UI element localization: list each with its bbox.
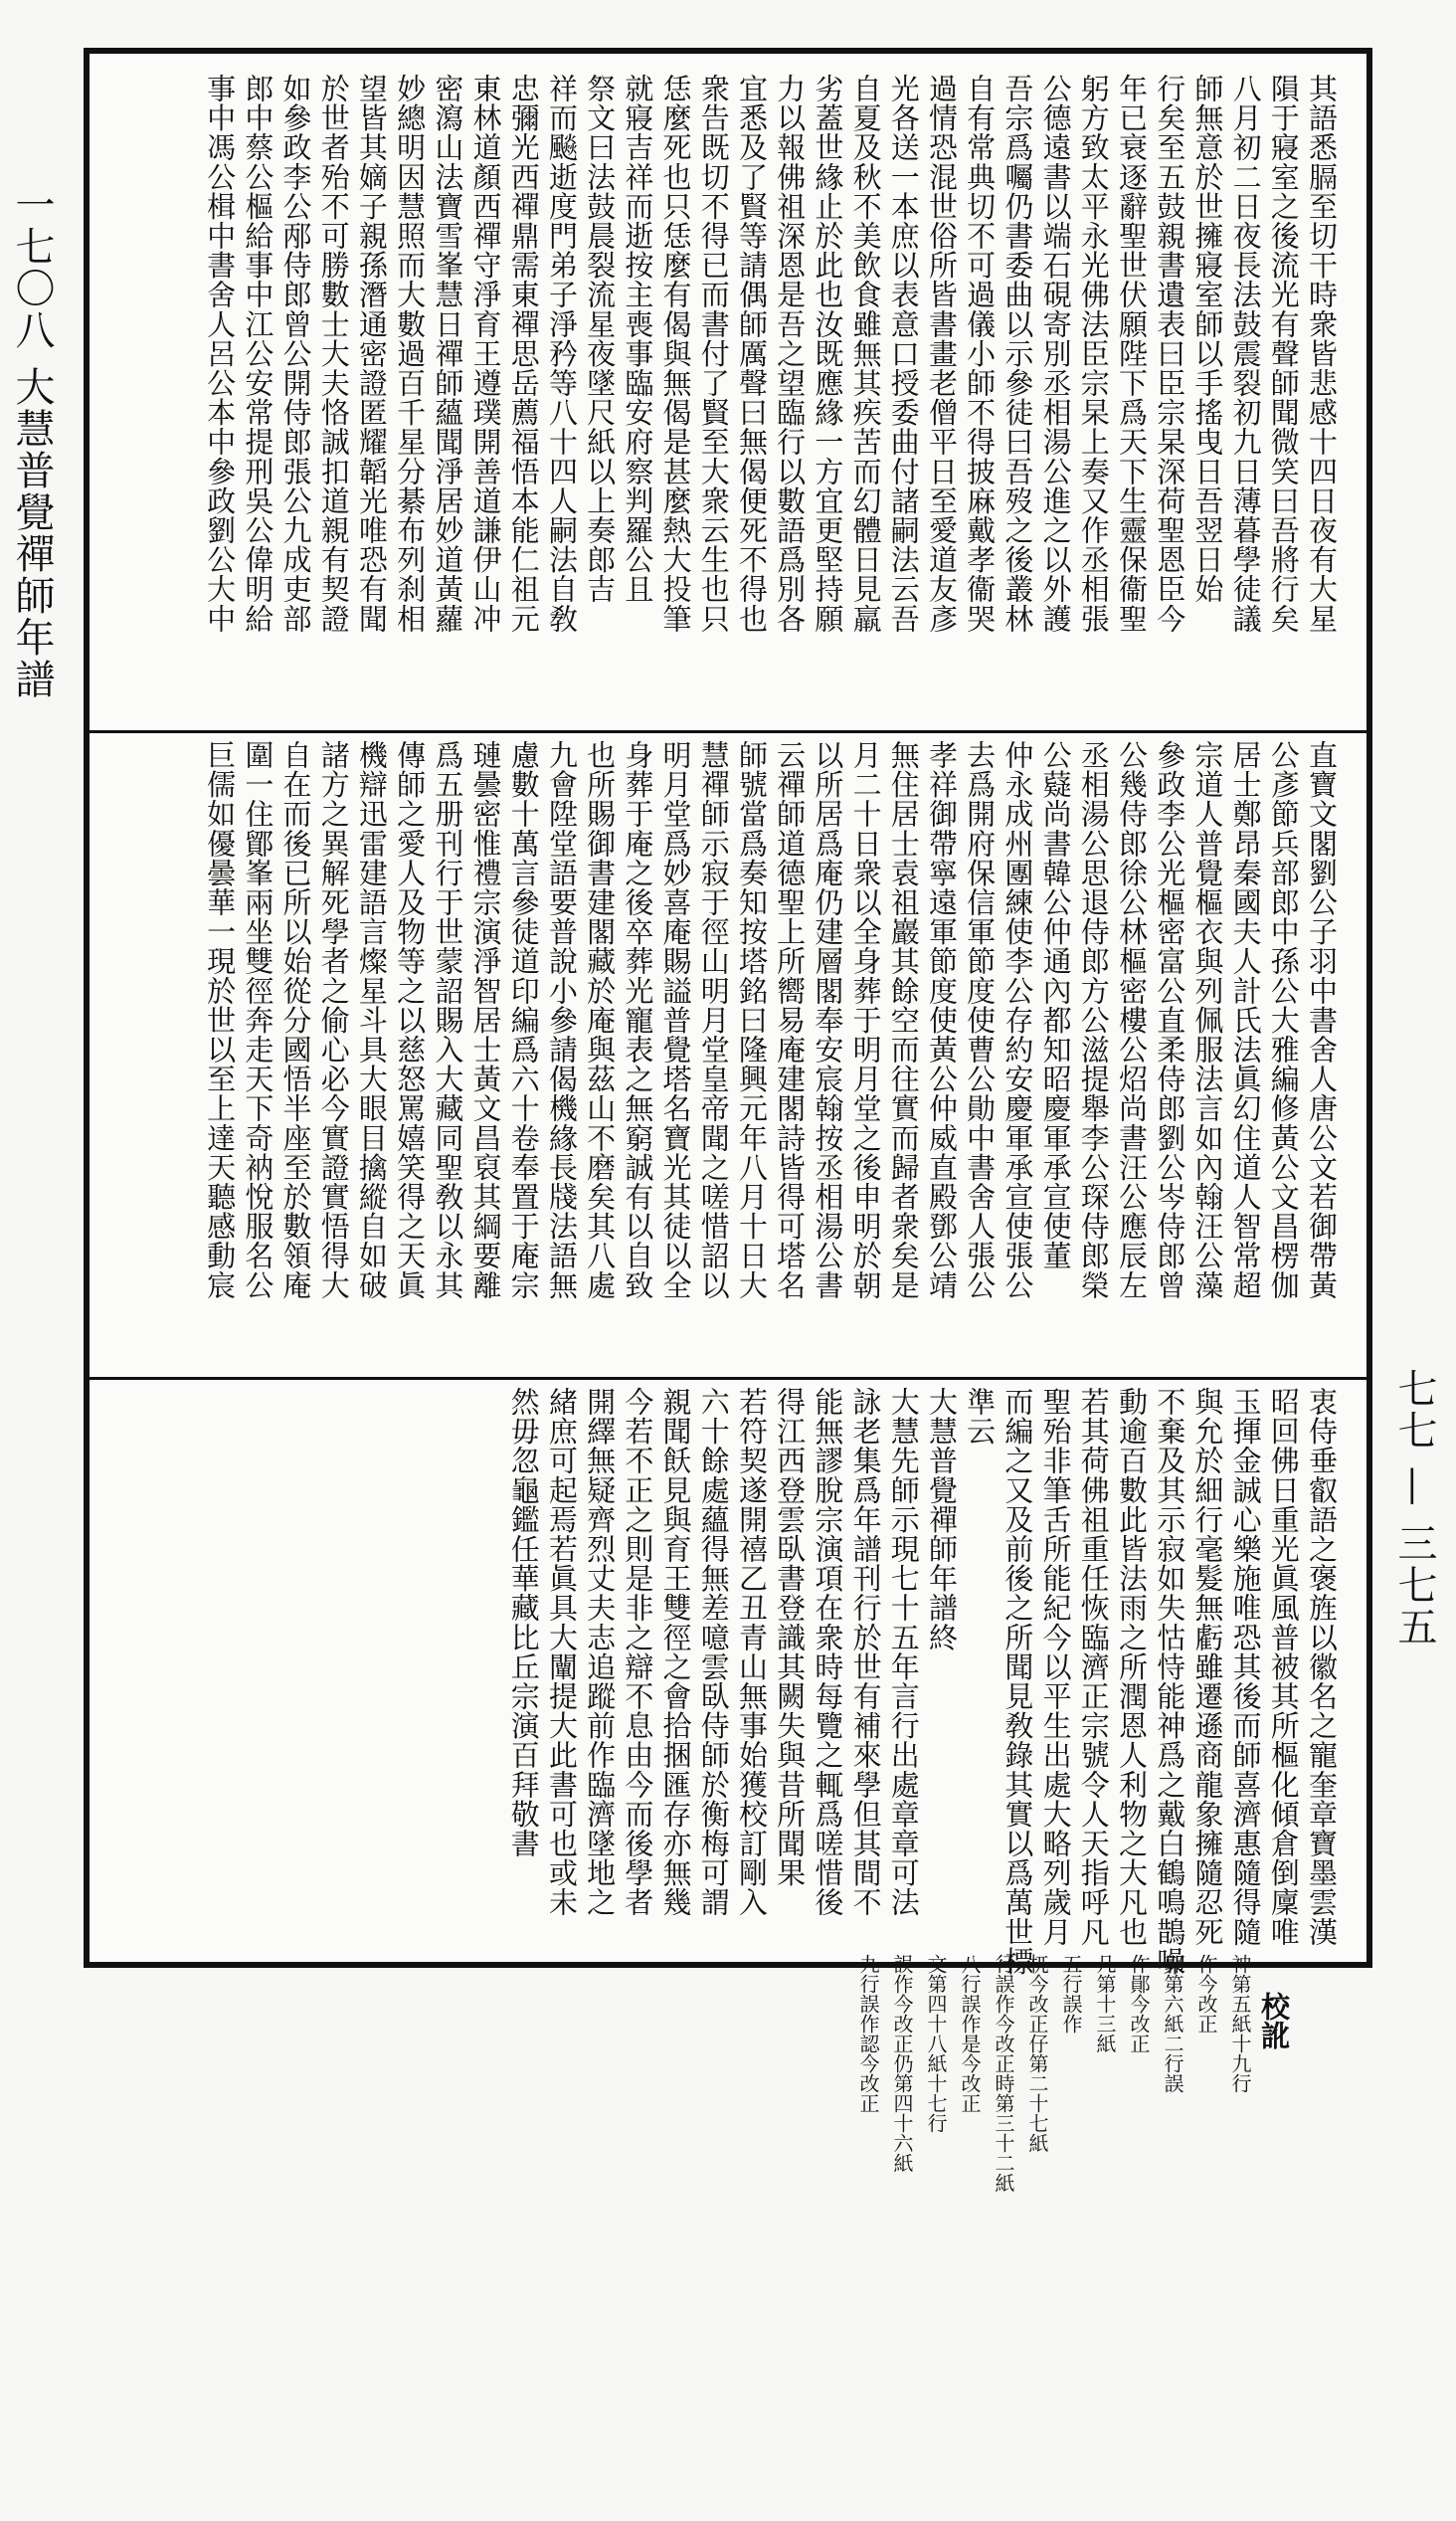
lower-register-column: 然毋忽龜鑑任華藏比丘宗演百拜敬書 — [506, 1387, 541, 1858]
middle-register-column: 也所賜御書建閣藏於庵與茲山不磨矣其八處 — [583, 740, 618, 1300]
upper-register-column: 公德遠書以端石硯寄別丞相湯公進之以外護 — [1038, 74, 1073, 634]
lower-register-column: 與允於細行毫髮無虧雖遷遜商龍象擁隨忍死 — [1190, 1387, 1225, 1947]
upper-register-column: 師無意於世擁寢室師以手搖曳日吾翌日始 — [1190, 74, 1225, 604]
middle-register-column: 圍一住鄮峯兩坐雙徑奔走天下奇衲悅服名公 — [241, 740, 275, 1300]
upper-register-column: 就寢吉祥而逝按主喪事臨安府察判羅公且 — [621, 74, 655, 604]
upper-register-column: 其語悉膈至切干時衆皆悲感十四日夜有大星 — [1305, 74, 1339, 634]
middle-register-column: 云禪師道德聖上所嚮易庵建閣詩皆得可塔名 — [773, 740, 808, 1300]
middle-register-column: 師號當爲奏知按塔銘曰隆興元年八月十日大 — [734, 740, 769, 1300]
collation-note: 神第五紙十九行 — [1228, 1954, 1252, 2093]
lower-register-column: 玉揮金誠心樂施唯恐其後而師喜濟惠隨得隨 — [1228, 1387, 1263, 1947]
collation-note: 誤作今改正仍第四十六紙 — [890, 1954, 914, 2173]
upper-register-text — [201, 74, 1341, 722]
lower-register-column: 六十餘處蘊得無差噫雲臥侍師於衡梅可謂 — [696, 1387, 731, 1917]
register-divider-2 — [90, 1377, 1366, 1380]
lower-register-column: 聖殆非筆舌所能紀今以平生出處大略列歲月 — [1038, 1387, 1073, 1947]
collation-note: 文第四十八紙十七行 — [924, 1954, 948, 2133]
upper-register-column: 年已衰逐辭聖世伏願陛下爲天下生靈保衞聖 — [1114, 74, 1149, 634]
middle-register-column: 傳師之愛人及物等之以慈怒罵嬉笑得之天眞 — [393, 740, 428, 1300]
middle-register-column: 去爲開府保信軍節度使曹公勛中書舍人張公 — [963, 740, 998, 1300]
middle-register-column: 參政李公光樞密富公直柔侍郎劉公岑侍郎曾 — [1153, 740, 1187, 1300]
middle-register-column: 慮數十萬言參徒道印編爲六十卷奉置于庵宗 — [506, 740, 541, 1300]
collation-notes — [818, 1954, 1325, 2521]
middle-register-column: 身葬于庵之後卒葬光寵表之無窮誠有以自致 — [621, 740, 655, 1300]
upper-register-column: 妙總明因慧照而大數過百千星分綦布列刹相 — [393, 74, 428, 634]
lower-register-column: 大慧先師示現七十五年言行出處章章可法 — [886, 1387, 921, 1917]
middle-register-column: 公幾侍郎徐公林樞密樓公炤尚書汪公應辰左 — [1114, 740, 1149, 1300]
middle-register — [90, 740, 1366, 1369]
upper-register-column: 郎中蔡公樞給事中江公安常提刑吳公偉明給 — [241, 74, 275, 634]
collation-notes-heading: 校訛 — [1257, 1992, 1291, 2050]
collation-note: 郭第六紙二行誤 — [1161, 1954, 1184, 2093]
upper-register-column: 隕于寢室之後流光有聲師聞微笑曰吾將行矣 — [1266, 74, 1301, 634]
middle-register-column: 無住居士袁祖巖其餘空而往實而歸者衆矣是 — [886, 740, 921, 1300]
lower-register-column: 若符契遂開禧乙丑青山無事始獲校訂剛入 — [734, 1387, 769, 1917]
middle-register-column: 丞相湯公思退侍郎方公滋提舉李公琛侍郎榮 — [1076, 740, 1111, 1300]
upper-register-column: 吾宗爲囑仍書委曲以示參徒曰吾歿之後叢林 — [1001, 74, 1035, 634]
collation-note: 九行誤作認今改正 — [856, 1954, 880, 2113]
middle-register-column: 公彥節兵部郎中孫公大雅編修黃公文昌楞伽 — [1266, 740, 1301, 1300]
lower-register-column: 昭回佛日重光眞風普被其所樞化傾倉倒廩唯 — [1266, 1387, 1301, 1947]
upper-register-column: 事中馮公楫中書舍人呂公本中參政劉公大中 — [203, 74, 238, 634]
lower-register-column: 動逾百數此皆法雨之所潤恩人利物之大凡也 — [1114, 1387, 1149, 1947]
page-number-margin: 七七 — 三七五 — [1391, 1368, 1437, 1648]
lower-register-column: 開繹無疑齊烈丈夫志追蹤前作臨濟墜地之 — [583, 1387, 618, 1917]
upper-register-column: 過情恐混世俗所皆書畫老僧平日至愛道友彥 — [924, 74, 959, 634]
lower-register — [90, 1387, 1366, 2193]
middle-register-column: 九會陞堂語要普說小參請偈機緣長牋法語無 — [544, 740, 579, 1300]
lower-register-column: 若其荷佛祖重任恢臨濟正宗號令人天指呼凡 — [1076, 1387, 1111, 1947]
lower-register-column: 大慧普覺禪師年譜終 — [924, 1387, 959, 1652]
middle-register-column: 以所居爲庵仍建層閣奉安宸翰按丞相湯公書 — [811, 740, 845, 1300]
lower-register-column: 親聞飫見與育王雙徑之會拾捆匯存亦無幾 — [658, 1387, 693, 1917]
lower-register-column: 不棄及其示寂如失怙恃能神爲之戴白鶴鳴鵲噪 — [1153, 1387, 1187, 1976]
upper-register-column: 祥而飈逝度門弟子淨矜等八十四人嗣法自敎 — [544, 74, 579, 634]
lower-register-column: 詠老集爲年譜刊行於世有補來學但其間不 — [848, 1387, 883, 1917]
middle-register-column: 諸方之異解死學者之偷心必今實證實悟得大 — [316, 740, 351, 1300]
middle-register-column: 璉曇密惟禮宗演淨智居士黃文昌裒其綱要離 — [468, 740, 503, 1300]
upper-register-column: 力以報佛祖深恩是吾之望臨行以數語爲別各 — [773, 74, 808, 634]
upper-register-column: 忠彌光西禪鼎需東禪思岳薦福悟本能仁祖元 — [506, 74, 541, 634]
collation-note: 五行誤作 — [1059, 1954, 1083, 2034]
lower-register-column: 準云 — [963, 1387, 998, 1447]
middle-register-column: 明月堂爲妙喜庵賜謚普覺塔名寶光其徒以全 — [658, 740, 693, 1300]
upper-register-column: 自夏及秋不美飲食雖無其疾苦而幻體日見羸 — [848, 74, 883, 634]
lower-register-column: 衷侍垂叡語之褒旌以徽名之寵奎章寶墨雲漢 — [1305, 1387, 1339, 1947]
middle-register-column: 宗道人普覺樞衣與列佩服法言如內翰汪公藻 — [1190, 740, 1225, 1300]
collation-note: 几第十三紙 — [1093, 1954, 1117, 2053]
lower-register-column: 緒庶可起焉若眞具大闡提大此書可也或未 — [544, 1387, 579, 1917]
lower-register-column: 得江西登雲臥書登識其闕失與昔所聞果 — [773, 1387, 808, 1888]
upper-register-column: 密瀉山法寶雪峯慧日禪師蘊聞淨居妙道黃蘿 — [431, 74, 465, 634]
collation-note: 行誤作今改正時第三十二紙 — [992, 1954, 1015, 2193]
upper-register-column: 恁麼死也只恁麼有偈與無偈是甚麼熱大投筆 — [658, 74, 693, 634]
middle-register-column: 孝祥御帶寧遠軍節度使黃公仲威直殿鄧公靖 — [924, 740, 959, 1300]
upper-register-column: 行矣至五鼓親書遺表曰臣宗杲深荷聖恩臣今 — [1153, 74, 1187, 634]
collation-note: 八行誤作是今改正 — [958, 1954, 982, 2113]
middle-register-column: 月二十日衆以全身葬于明月堂之後申明於朝 — [848, 740, 883, 1300]
page-frame — [84, 48, 1372, 2193]
middle-register-column: 直寶文閣劉公子羽中書舍人唐公文若御帶黃 — [1305, 740, 1339, 1300]
upper-register-column: 望皆其嫡子親孫潛通密證匿耀韜光唯恐有聞 — [354, 74, 389, 634]
upper-register-column: 自有常典切不可過儀小師不得披麻戴孝衞哭 — [963, 74, 998, 634]
middle-register-column: 爲五册刊行于世蒙詔賜入大藏同聖敎以永其 — [431, 740, 465, 1300]
middle-register-column: 仲永成州團練使李公存約安慶軍承宣使張公 — [1001, 740, 1035, 1300]
lower-register-column: 能無謬脫宗演項在衆時每覽之輒爲嗟惜後 — [811, 1387, 845, 1917]
collation-note: 杌今改正仔第二十七紙 — [1025, 1954, 1049, 2153]
middle-register-column: 自在而後已所以始從分國悟半座至於數領庵 — [278, 740, 313, 1300]
upper-register-column: 劣蓋世緣止於此也汝既應緣一方宜更堅持願 — [811, 74, 845, 634]
middle-register-column: 公薿尚書韓公仲通內都知昭慶軍承宣使董 — [1038, 740, 1073, 1270]
upper-register — [90, 74, 1366, 722]
collation-notes-body — [856, 1954, 1252, 2193]
upper-register-column: 光各送一本庶以表意口授委曲付諸嗣法云吾 — [886, 74, 921, 634]
upper-register-column: 衆告既切不得已而書付了賢至大衆云生也只 — [696, 74, 731, 634]
upper-register-column: 宜悉及了賢等請偶師厲聲曰無偈便死不得也 — [734, 74, 769, 634]
lower-register-column: 而編之又及前後之所聞見敎錄其實以爲萬世標 — [1001, 1387, 1035, 1976]
upper-register-column: 東林道顏西禪守淨育王遵璞開善道謙伊山冲 — [468, 74, 503, 634]
book-title-margin: 一七〇八 大慧普覺禪師年譜 — [9, 184, 55, 700]
upper-register-column: 躬方致太平永光佛法臣宗杲上奏又作丞相張 — [1076, 74, 1111, 634]
upper-register-column: 祭文曰法鼓晨裂流星夜墜尺紙以上奏郎吉 — [583, 74, 618, 604]
upper-register-column: 八月初二日夜長法鼓震裂初九日薄暮學徒議 — [1228, 74, 1263, 634]
lower-register-column: 今若不正之則是非之辯不息由今而後學者 — [621, 1387, 655, 1917]
middle-register-column: 居士鄭昂秦國夫人計氏法眞幻住道人智常超 — [1228, 740, 1263, 1300]
collation-note: 作鄖今改正 — [1127, 1954, 1151, 2053]
register-divider-1 — [90, 730, 1366, 733]
middle-register-text — [201, 740, 1341, 1369]
middle-register-column: 機辯迅雷建語言燦星斗具大眼目擒縱自如破 — [354, 740, 389, 1300]
middle-register-column: 巨儒如優曇華一現於世以至上達天聽感動宸 — [203, 740, 238, 1300]
upper-register-column: 如參政李公邴侍郎曾公開侍郎張公九成吏部 — [278, 74, 313, 634]
middle-register-column: 慧禪師示寂于徑山明月堂皇帝聞之嗟惜詔以 — [696, 740, 731, 1300]
upper-register-column: 於世者殆不可勝數士大夫恪誠扣道親有契證 — [316, 74, 351, 634]
collation-note: 作今改正 — [1194, 1954, 1218, 2034]
lower-register-text — [505, 1387, 1341, 1976]
